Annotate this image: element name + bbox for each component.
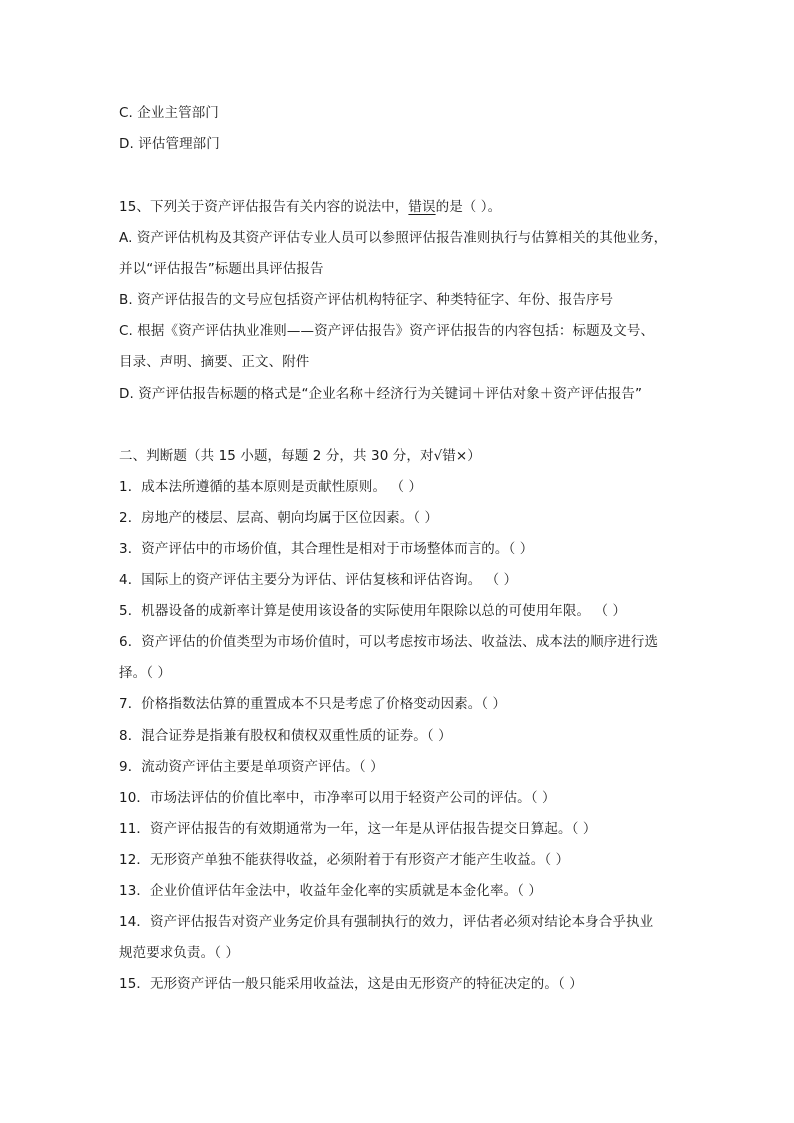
tf-item: 11．资产评估报告的有效期通常为一年，这一年是从评估报告提交日算起。（ ）: [119, 821, 597, 837]
question-15-option-a-line2: 并以“评估报告”标题出具评估报告: [119, 261, 324, 277]
tf-item: 14．资产评估报告对资产业务定价具有强制执行的效力，评估者必须对结论本身合乎执业: [119, 914, 654, 930]
question-15-option-c-line2: 目录、声明、摘要、正文、附件: [119, 354, 310, 370]
tf-item-continuation: 择。（ ）: [119, 665, 172, 681]
tf-item: 12．无形资产单独不能获得收益，必须附着于有形资产才能产生收益。（ ）: [119, 852, 570, 868]
tf-item: 15．无形资产评估一般只能采用收益法，这是由无形资产的特征决定的。（ ）: [119, 976, 583, 992]
tf-item: 13．企业价值评估年金法中，收益年金化率的实质就是本金化率。（ ）: [119, 883, 543, 899]
tf-item: 1．成本法所遵循的基本原则是贡献性原则。 （ ）: [119, 479, 423, 495]
tf-item: 9．流动资产评估主要是单项资产评估。（ ）: [119, 759, 384, 775]
tf-item: 4．国际上的资产评估主要分为评估、评估复核和评估咨询。 （ ）: [119, 572, 518, 588]
question-15-emphasis: 错误: [408, 199, 436, 215]
question-15-stem: [119, 198, 689, 216]
section-2-title: 二、判断题（共 15 小题，每题 2 分，共 30 分，对√错×）: [119, 448, 481, 464]
question-15-option-d: D. 资产评估报告标题的格式是“企业名称＋经济行为关键词＋评估对象＋资产评估报告”: [119, 386, 643, 402]
option-c-prev: C. 企业主管部门: [119, 105, 219, 121]
question-15-option-c-line1: C. 根据《资产评估执业准则——资产评估报告》资产评估报告的内容包括：标题及文号、: [119, 323, 655, 339]
tf-item: 2．房地产的楼层、层高、朝向均属于区位因素。（ ）: [119, 510, 439, 526]
tf-item: 10．市场法评估的价值比率中，市净率可以用于轻资产公司的评估。（ ）: [119, 790, 556, 806]
tf-item: 7．价格指数法估算的重置成本不只是考虑了价格变动因素。（ ）: [119, 696, 507, 712]
option-d-prev: D. 评估管理部门: [119, 136, 220, 152]
tf-item-continuation: 规范要求负责。（ ）: [119, 945, 240, 961]
tf-item: 6．资产评估的价值类型为市场价值时，可以考虑按市场法、收益法、成本法的顺序进行选: [119, 634, 659, 650]
question-15-option-b: B. 资产评估报告的文号应包括资产评估机构特征字、种类特征字、年份、报告序号: [119, 292, 614, 308]
question-15-stem-start: 15、下列关于资产评估报告有关内容的说法中，: [119, 199, 409, 215]
question-15-option-a-line1: A. 资产评估机构及其资产评估专业人员可以参照评估报告准则执行与估算相关的其他业务，: [119, 230, 668, 246]
tf-item: 5．机器设备的成新率计算是使用该设备的实际使用年限除以总的可使用年限。 （ ）: [119, 603, 627, 619]
tf-item: 8．混合证券是指兼有股权和债权双重性质的证券。（ ）: [119, 728, 452, 744]
tf-item: 3．资产评估中的市场价值，其合理性是相对于市场整体而言的。（ ）: [119, 541, 534, 557]
question-15-stem-end: 的是（ ）。: [435, 199, 502, 215]
